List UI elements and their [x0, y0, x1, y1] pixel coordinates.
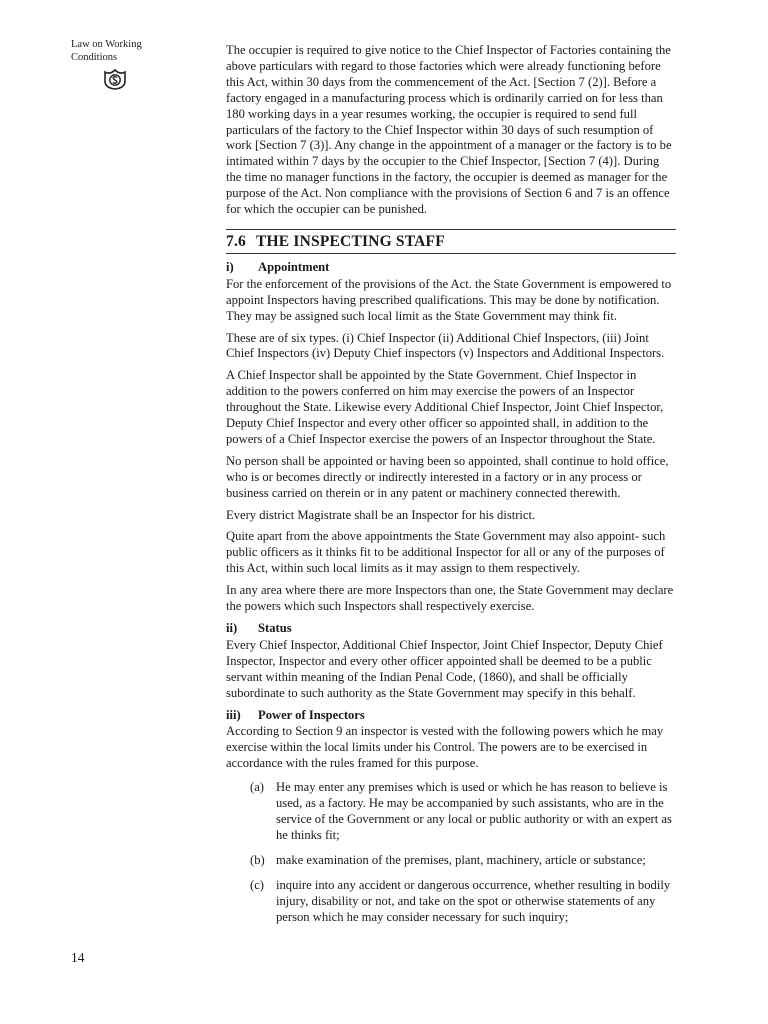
subsection-numeral: ii) [226, 621, 238, 635]
section-heading [226, 229, 676, 254]
list-marker: (a) [250, 780, 264, 795]
list-item-text: He may enter any premises which is used or which he has reason to believe is used, as a factory. He may be accompanied by such assistants, who are in the service of the Government or any local or public authority or with an expert as he thinks fit; [276, 780, 672, 842]
subsection-title: Status [258, 621, 292, 635]
paragraph: According to Section 9 an inspector is vested with the following powers which he may exercise within the local limits under his Control. The powers are to be exercised in accordance with the rules framed for this purpose. [226, 724, 664, 771]
powers-list [226, 780, 676, 925]
list-item [226, 853, 676, 869]
paragraph: A Chief Inspector shall be appointed by the State Government. Chief Inspector in addition to the powers conferred on him may exercise the powers of an Inspector throughout the State. Likewise every Additional Chief Inspector, Joint Chief Inspector, Deputy Chief Inspector and every other officer so appointed shall, in addition to the powers of a Chief Inspector exercise the powers of an Inspector throughout the State. [226, 368, 664, 446]
running-head-line1: Law on Working [71, 39, 142, 50]
section-title: THE INSPECTING STAFF [255, 232, 445, 250]
list-marker: (b) [250, 852, 265, 867]
subsection-heading-appointment [226, 260, 676, 276]
list-item [226, 878, 676, 926]
running-head-line2: Conditions [71, 52, 118, 63]
subsection-title: Appointment [258, 259, 330, 274]
paragraph: For the enforcement of the provisions of the Act. the State Government is empowered to appoint Inspectors having prescribed qualifications. This may be done by notification. They may be assigned such local limit as the State Government may think fit. [226, 276, 672, 323]
running-head [71, 38, 191, 64]
subsection-heading-powers [226, 708, 676, 724]
subsection-numeral: iii) [226, 707, 241, 722]
subsection-title: Power of Inspectors [258, 707, 365, 722]
list-marker: (c) [250, 877, 264, 892]
list-item-text: make examination of the premises, plant, machinery, article or substance; [276, 852, 646, 867]
section-number: 7.6 [226, 232, 246, 250]
page-body [226, 43, 676, 934]
paragraph: These are of six types. (i) Chief Inspector (ii) Additional Chief Inspectors, (iii) Joint Chief Inspectors (iv) Deputy Chief inspectors (v) Inspectors and Additional Inspectors. [226, 330, 665, 361]
paragraph: Every Chief Inspector, Additional Chief Inspector, Joint Chief Inspector, Deputy Chief Inspector, Inspector and every other officer appointed shall be deemed to be a public servant within meaning of the Indian Penal Code, (1860), and shall be officially subordinate to such authority as the State Government may specify in this behalf. [226, 637, 663, 700]
paragraph: No person shall be appointed or having been so appointed, shall continue to hold office, who is or becomes directly or indirectly interested in a factory or in any process or business carried on therein or in any patent or machinery connected therewith. [226, 453, 669, 500]
list-item-text: inquire into any accident or dangerous occurrence, whether resulting in bodily injury, disability or not, and take on the spot or otherwise statements of any person which he may consider necessary for such inquiry; [276, 877, 671, 924]
subsection-numeral: i) [226, 259, 234, 274]
list-item [226, 780, 676, 844]
page-number: 14 [71, 950, 85, 965]
subsection-heading-status [226, 621, 676, 637]
university-logo-icon [103, 66, 127, 90]
intro-paragraph: The occupier is required to give notice to the Chief Inspector of Factories containing the above particulars with regard to those factories which were already functioning before this Act, within 30 days from the commencement of the Act. [Section 7 (2)]. Before a factory engaged in a manufacturing process which is ordinarily carried on for less than 180 working days in a year resumes working, the occupier is required to send full particulars of the factory to the Chief Inspector within 30 days of such resumption of work [Section 7 (3)]. Any change in the appointment of a manager or the factory is to be intimated within 7 days by the occupier to the Chief Inspector, [Section 7 (4)]. During the time no manager functions in the factory, the occupier is deemed as manager for the purpose of the Act. Non compliance with the provisions of Section 6 and 7 is an offence for which the occupier can be punished. [226, 43, 672, 217]
paragraph: In any area where there are more Inspectors than one, the State Government may declare the powers which such Inspectors shall respectively exercise. [226, 583, 674, 614]
paragraph: Quite apart from the above appointments the State Government may also appoint- such public officers as it thinks fit to be additional Inspector for all or any of the purposes of this Act, within such local limits as it may assign to them respectively. [226, 529, 666, 576]
paragraph: Every district Magistrate shall be an Inspector for his district. [226, 507, 536, 522]
